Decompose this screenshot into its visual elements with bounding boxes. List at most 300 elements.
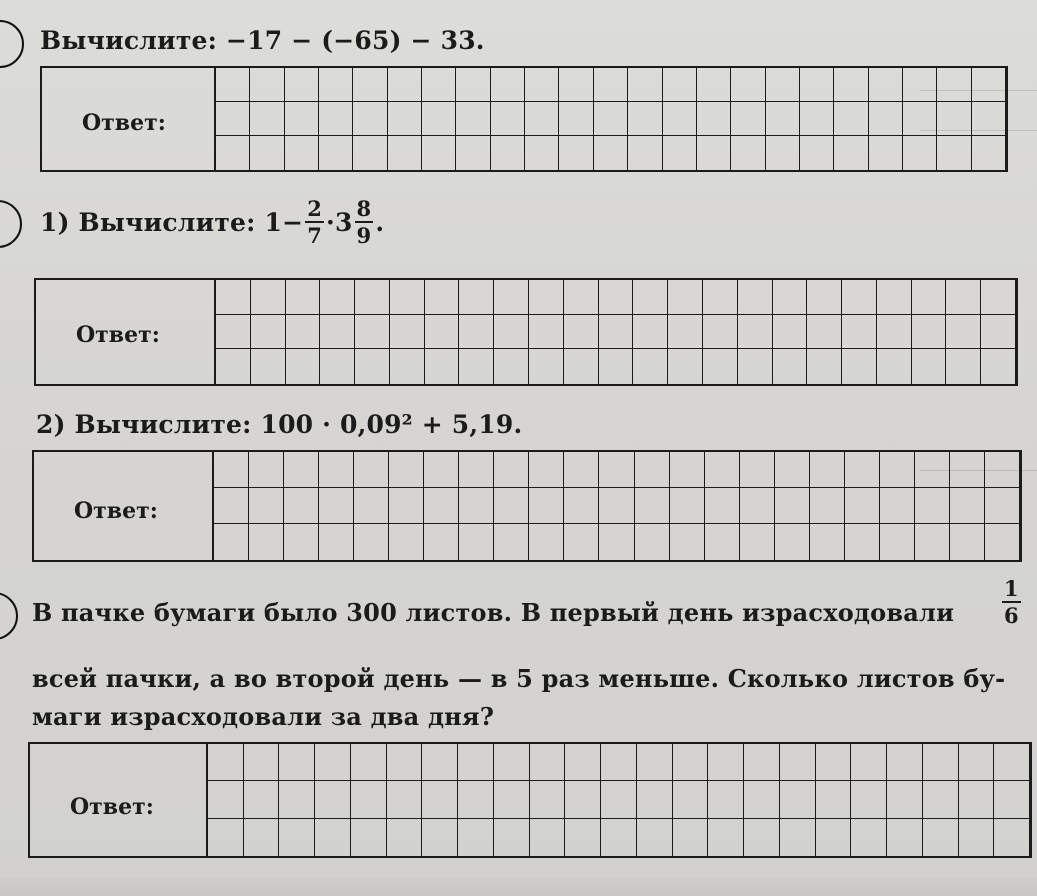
answer-cell[interactable]	[214, 488, 249, 524]
task-number-circle	[0, 592, 18, 640]
answer-cell[interactable]	[637, 819, 673, 856]
answer-cell[interactable]	[903, 136, 937, 170]
answer-cell[interactable]	[564, 452, 599, 488]
answer-cell[interactable]	[529, 315, 564, 350]
answer-cell[interactable]	[887, 819, 923, 856]
answer-cell[interactable]	[915, 524, 950, 560]
answer-cell[interactable]	[740, 524, 775, 560]
answer-cell[interactable]	[775, 488, 810, 524]
answer-cell[interactable]	[915, 488, 950, 524]
answer-cell[interactable]	[354, 488, 389, 524]
answer-cell[interactable]	[355, 349, 390, 384]
answer-cell[interactable]	[877, 349, 912, 384]
answer-label: Ответ:	[76, 322, 160, 348]
answer-cell[interactable]	[708, 781, 744, 818]
answer-cell[interactable]	[635, 488, 670, 524]
answer-cell[interactable]	[425, 315, 460, 350]
answer-cell[interactable]	[994, 781, 1030, 818]
answer-cell[interactable]	[208, 781, 244, 818]
answer-cell[interactable]	[244, 781, 280, 818]
answer-cell[interactable]	[697, 102, 731, 136]
answer-cell[interactable]	[387, 744, 423, 781]
answer-cell[interactable]	[708, 819, 744, 856]
answer-cell[interactable]	[981, 349, 1016, 384]
answer-cell[interactable]	[422, 68, 456, 102]
answer-cell[interactable]	[422, 744, 458, 781]
answer-cell[interactable]	[877, 315, 912, 350]
answer-cell[interactable]	[244, 744, 280, 781]
answer-cell[interactable]	[319, 488, 354, 524]
task-2-prefix: 1) Вычислите: 1−	[40, 207, 304, 237]
answer-cell[interactable]	[565, 781, 601, 818]
answer-cell[interactable]	[390, 349, 425, 384]
answer-cell[interactable]	[923, 819, 959, 856]
answer-cell[interactable]	[354, 452, 389, 488]
answer-cell[interactable]	[315, 819, 351, 856]
answer-cell[interactable]	[946, 280, 981, 315]
answer-cell[interactable]	[559, 136, 593, 170]
answer-box-1	[40, 66, 1008, 172]
answer-cell[interactable]	[286, 315, 321, 350]
answer-cell[interactable]	[564, 315, 599, 350]
answer-cell[interactable]	[389, 488, 424, 524]
answer-cell[interactable]	[529, 524, 564, 560]
answer-cell[interactable]	[775, 452, 810, 488]
answer-cell[interactable]	[494, 524, 529, 560]
answer-cell[interactable]	[985, 452, 1020, 488]
answer-cell[interactable]	[780, 744, 816, 781]
answer-cell[interactable]	[633, 349, 668, 384]
answer-cell[interactable]	[628, 136, 662, 170]
answer-cell[interactable]	[842, 349, 877, 384]
answer-cell[interactable]	[244, 819, 280, 856]
answer-cell[interactable]	[744, 819, 780, 856]
answer-cell[interactable]	[845, 488, 880, 524]
answer-cell[interactable]	[565, 744, 601, 781]
answer-cell[interactable]	[525, 136, 559, 170]
answer-cell[interactable]	[800, 136, 834, 170]
fraction-8-9	[355, 198, 374, 246]
answer-cell[interactable]	[834, 136, 868, 170]
fraction-numerator: 1	[1004, 576, 1019, 601]
answer-cell[interactable]	[494, 349, 529, 384]
answer-cell[interactable]	[599, 349, 634, 384]
answer-cell[interactable]	[456, 68, 490, 102]
task-4-line-3: маги израсходовали за два дня?	[32, 702, 495, 731]
answer-cell[interactable]	[525, 68, 559, 102]
answer-cell[interactable]	[807, 315, 842, 350]
answer-cell[interactable]	[355, 280, 390, 315]
answer-cell[interactable]	[279, 819, 315, 856]
answer-cell[interactable]	[972, 136, 1006, 170]
answer-cell[interactable]	[959, 781, 995, 818]
answer-cell[interactable]	[251, 280, 286, 315]
answer-cell[interactable]	[851, 744, 887, 781]
answer-cell[interactable]	[740, 488, 775, 524]
answer-cell[interactable]	[628, 102, 662, 136]
answer-box-3	[32, 450, 1022, 562]
answer-cell[interactable]	[959, 744, 995, 781]
answer-cell[interactable]	[972, 102, 1006, 136]
answer-cell[interactable]	[216, 136, 250, 170]
answer-cell[interactable]	[387, 819, 423, 856]
answer-cell[interactable]	[564, 280, 599, 315]
answer-cell[interactable]	[529, 349, 564, 384]
answer-cell[interactable]	[773, 280, 808, 315]
answer-cell[interactable]	[319, 102, 353, 136]
answer-cell[interactable]	[422, 136, 456, 170]
fraction-2-7	[305, 198, 324, 246]
task-2-mid: ·3	[326, 207, 353, 237]
answer-cell[interactable]	[946, 349, 981, 384]
answer-cell[interactable]	[994, 744, 1030, 781]
answer-cell[interactable]	[985, 524, 1020, 560]
answer-cell[interactable]	[810, 488, 845, 524]
answer-cell[interactable]	[459, 488, 494, 524]
answer-cell[interactable]	[459, 524, 494, 560]
answer-cell[interactable]	[216, 68, 250, 102]
answer-cell[interactable]	[810, 524, 845, 560]
task-number-circle	[0, 200, 22, 248]
answer-cell[interactable]	[807, 349, 842, 384]
answer-label: Ответ:	[82, 110, 166, 136]
answer-cell[interactable]	[320, 280, 355, 315]
answer-cell[interactable]	[599, 280, 634, 315]
answer-cell[interactable]	[424, 524, 459, 560]
answer-cell[interactable]	[950, 488, 985, 524]
answer-cell[interactable]	[845, 524, 880, 560]
answer-cell[interactable]	[601, 819, 637, 856]
answer-cell[interactable]	[869, 102, 903, 136]
answer-cell[interactable]	[494, 315, 529, 350]
answer-cell[interactable]	[599, 524, 634, 560]
answer-cell[interactable]	[251, 315, 286, 350]
answer-cell[interactable]	[851, 819, 887, 856]
answer-cell[interactable]	[530, 781, 566, 818]
answer-cell[interactable]	[530, 819, 566, 856]
answer-cell[interactable]	[697, 68, 731, 102]
answer-cell[interactable]	[807, 280, 842, 315]
answer-cell[interactable]	[880, 452, 915, 488]
answer-cell[interactable]	[834, 68, 868, 102]
answer-cell[interactable]	[286, 349, 321, 384]
answer-cell[interactable]	[637, 744, 673, 781]
answer-cell[interactable]	[491, 102, 525, 136]
answer-cell[interactable]	[425, 280, 460, 315]
answer-cell[interactable]	[491, 68, 525, 102]
answer-cell[interactable]	[842, 280, 877, 315]
answer-cell[interactable]	[869, 136, 903, 170]
answer-cell[interactable]	[915, 452, 950, 488]
answer-cell[interactable]	[319, 452, 354, 488]
answer-cell[interactable]	[703, 315, 738, 350]
answer-cell[interactable]	[670, 524, 705, 560]
answer-cell[interactable]	[842, 315, 877, 350]
answer-cell[interactable]	[214, 524, 249, 560]
answer-cell[interactable]	[286, 280, 321, 315]
answer-cell[interactable]	[994, 819, 1030, 856]
task-number-circle	[0, 20, 24, 68]
answer-cell[interactable]	[673, 744, 709, 781]
answer-cell[interactable]	[285, 136, 319, 170]
task-2-suffix: .	[375, 207, 385, 237]
answer-cell[interactable]	[635, 524, 670, 560]
answer-cell[interactable]	[491, 136, 525, 170]
answer-cell[interactable]	[668, 315, 703, 350]
answer-cell[interactable]	[834, 102, 868, 136]
answer-cell[interactable]	[594, 68, 628, 102]
answer-cell[interactable]	[355, 315, 390, 350]
answer-cell[interactable]	[458, 819, 494, 856]
answer-cell[interactable]	[985, 488, 1020, 524]
answer-cell[interactable]	[705, 488, 740, 524]
answer-cell[interactable]	[494, 452, 529, 488]
answer-cell[interactable]	[703, 280, 738, 315]
answer-cell[interactable]	[912, 280, 947, 315]
answer-cell[interactable]	[800, 102, 834, 136]
answer-cell[interactable]	[459, 280, 494, 315]
answer-cell[interactable]	[494, 744, 530, 781]
answer-cell[interactable]	[981, 280, 1016, 315]
answer-cell[interactable]	[599, 315, 634, 350]
answer-cell[interactable]	[388, 68, 422, 102]
answer-cell[interactable]	[816, 781, 852, 818]
answer-cell[interactable]	[564, 524, 599, 560]
answer-cell[interactable]	[250, 102, 284, 136]
answer-cell[interactable]	[731, 136, 765, 170]
answer-cell[interactable]	[559, 102, 593, 136]
answer-cell[interactable]	[775, 524, 810, 560]
answer-cell[interactable]	[851, 781, 887, 818]
answer-cell[interactable]	[559, 68, 593, 102]
answer-cell[interactable]	[972, 68, 1006, 102]
answer-cell[interactable]	[494, 819, 530, 856]
answer-cell[interactable]	[459, 452, 494, 488]
answer-cell[interactable]	[249, 488, 284, 524]
answer-cell[interactable]	[353, 136, 387, 170]
answer-cell[interactable]	[708, 744, 744, 781]
answer-box-2	[34, 278, 1018, 386]
answer-cell[interactable]	[390, 315, 425, 350]
task-2-text	[40, 198, 384, 246]
answer-cell[interactable]	[565, 819, 601, 856]
answer-cell[interactable]	[903, 102, 937, 136]
answer-cell[interactable]	[740, 452, 775, 488]
answer-cell[interactable]	[424, 488, 459, 524]
answer-cell[interactable]	[599, 452, 634, 488]
answer-cell[interactable]	[731, 68, 765, 102]
answer-cell[interactable]	[208, 744, 244, 781]
answer-cell[interactable]	[285, 68, 319, 102]
answer-cell[interactable]	[816, 744, 852, 781]
answer-cell[interactable]	[738, 280, 773, 315]
answer-cell[interactable]	[637, 781, 673, 818]
answer-cell[interactable]	[869, 68, 903, 102]
answer-cell[interactable]	[773, 315, 808, 350]
answer-cell[interactable]	[249, 452, 284, 488]
answer-cell[interactable]	[458, 781, 494, 818]
answer-cell[interactable]	[738, 315, 773, 350]
answer-cell[interactable]	[738, 349, 773, 384]
answer-cell[interactable]	[250, 68, 284, 102]
answer-cell[interactable]	[697, 136, 731, 170]
answer-cell[interactable]	[425, 349, 460, 384]
answer-cell[interactable]	[422, 819, 458, 856]
answer-cell[interactable]	[456, 136, 490, 170]
answer-cell[interactable]	[459, 349, 494, 384]
answer-cell[interactable]	[703, 349, 738, 384]
answer-cell[interactable]	[284, 452, 319, 488]
answer-cell[interactable]	[766, 102, 800, 136]
answer-cell[interactable]	[216, 315, 251, 350]
answer-cell[interactable]	[387, 781, 423, 818]
answer-cell[interactable]	[937, 68, 971, 102]
answer-cell[interactable]	[320, 349, 355, 384]
task-4-line-1: В пачке бумаги было 300 листов. В первый день израсходовали	[32, 598, 955, 627]
answer-cell[interactable]	[216, 280, 251, 315]
answer-cell[interactable]	[390, 280, 425, 315]
answer-cell[interactable]	[279, 781, 315, 818]
answer-cell[interactable]	[663, 102, 697, 136]
answer-cell[interactable]	[880, 488, 915, 524]
answer-cell[interactable]	[845, 452, 880, 488]
answer-cell[interactable]	[670, 488, 705, 524]
answer-cell[interactable]	[937, 136, 971, 170]
answer-cell[interactable]	[424, 452, 459, 488]
answer-cell[interactable]	[351, 744, 387, 781]
answer-cell[interactable]	[494, 280, 529, 315]
answer-cell[interactable]	[458, 744, 494, 781]
answer-cell[interactable]	[633, 315, 668, 350]
answer-cell[interactable]	[705, 524, 740, 560]
answer-cell[interactable]	[353, 102, 387, 136]
answer-cell[interactable]	[668, 349, 703, 384]
answer-cell[interactable]	[959, 819, 995, 856]
answer-cell[interactable]	[601, 781, 637, 818]
answer-cell[interactable]	[887, 781, 923, 818]
answer-cell[interactable]	[673, 781, 709, 818]
answer-cell[interactable]	[594, 102, 628, 136]
answer-cell[interactable]	[950, 524, 985, 560]
answer-cell[interactable]	[422, 781, 458, 818]
answer-cell[interactable]	[800, 68, 834, 102]
answer-cell[interactable]	[912, 315, 947, 350]
answer-cell[interactable]	[937, 102, 971, 136]
answer-cell[interactable]	[773, 349, 808, 384]
answer-cell[interactable]	[766, 68, 800, 102]
answer-cell[interactable]	[780, 819, 816, 856]
answer-cell[interactable]	[459, 315, 494, 350]
answer-cell[interactable]	[285, 102, 319, 136]
answer-cell[interactable]	[670, 452, 705, 488]
answer-cell[interactable]	[249, 524, 284, 560]
answer-cell[interactable]	[601, 744, 637, 781]
answer-cell[interactable]	[422, 102, 456, 136]
answer-cell[interactable]	[923, 744, 959, 781]
answer-grid	[212, 452, 1020, 560]
answer-cell[interactable]	[810, 452, 845, 488]
answer-cell[interactable]	[250, 136, 284, 170]
answer-cell[interactable]	[353, 68, 387, 102]
answer-cell[interactable]	[887, 744, 923, 781]
answer-cell[interactable]	[877, 280, 912, 315]
answer-cell[interactable]	[456, 102, 490, 136]
answer-cell[interactable]	[673, 819, 709, 856]
task-3-text: 2) Вычислите: 100 · 0,09² + 5,19.	[36, 410, 523, 439]
answer-cell[interactable]	[279, 744, 315, 781]
answer-cell[interactable]	[880, 524, 915, 560]
answer-cell[interactable]	[780, 781, 816, 818]
answer-cell[interactable]	[594, 136, 628, 170]
answer-cell[interactable]	[251, 349, 286, 384]
answer-cell[interactable]	[766, 136, 800, 170]
answer-cell[interactable]	[315, 781, 351, 818]
answer-cell[interactable]	[319, 524, 354, 560]
answer-cell[interactable]	[731, 102, 765, 136]
answer-cell[interactable]	[214, 452, 249, 488]
fraction-1-6	[1002, 578, 1021, 626]
answer-cell[interactable]	[744, 781, 780, 818]
answer-cell[interactable]	[208, 819, 244, 856]
answer-cell[interactable]	[525, 102, 559, 136]
answer-cell[interactable]	[216, 349, 251, 384]
answer-cell[interactable]	[216, 102, 250, 136]
answer-cell[interactable]	[816, 819, 852, 856]
answer-cell[interactable]	[351, 819, 387, 856]
answer-cell[interactable]	[319, 68, 353, 102]
answer-cell[interactable]	[320, 315, 355, 350]
answer-cell[interactable]	[529, 452, 564, 488]
answer-cell[interactable]	[529, 280, 564, 315]
answer-cell[interactable]	[388, 136, 422, 170]
answer-cell[interactable]	[319, 136, 353, 170]
page-bottom-edge	[0, 878, 1037, 896]
answer-cell[interactable]	[744, 744, 780, 781]
answer-cell[interactable]	[389, 452, 424, 488]
answer-label: Ответ:	[70, 794, 154, 820]
answer-cell[interactable]	[494, 488, 529, 524]
answer-cell[interactable]	[912, 349, 947, 384]
answer-cell[interactable]	[950, 452, 985, 488]
answer-cell[interactable]	[494, 781, 530, 818]
answer-cell[interactable]	[663, 68, 697, 102]
answer-cell[interactable]	[705, 452, 740, 488]
answer-cell[interactable]	[635, 452, 670, 488]
answer-cell[interactable]	[946, 315, 981, 350]
answer-cell[interactable]	[923, 781, 959, 818]
answer-cell[interactable]	[351, 781, 387, 818]
answer-cell[interactable]	[564, 349, 599, 384]
answer-cell[interactable]	[981, 315, 1016, 350]
fraction-denominator: 6	[1004, 603, 1019, 628]
answer-cell[interactable]	[388, 102, 422, 136]
answer-grid	[206, 744, 1030, 856]
answer-cell[interactable]	[284, 524, 319, 560]
answer-cell[interactable]	[599, 488, 634, 524]
answer-cell[interactable]	[903, 68, 937, 102]
answer-cell[interactable]	[628, 68, 662, 102]
answer-cell[interactable]	[633, 280, 668, 315]
answer-cell[interactable]	[668, 280, 703, 315]
answer-cell[interactable]	[389, 524, 424, 560]
answer-cell[interactable]	[354, 524, 389, 560]
answer-cell[interactable]	[315, 744, 351, 781]
answer-cell[interactable]	[663, 136, 697, 170]
answer-cell[interactable]	[530, 744, 566, 781]
answer-cell[interactable]	[284, 488, 319, 524]
answer-cell[interactable]	[529, 488, 564, 524]
answer-cell[interactable]	[564, 488, 599, 524]
